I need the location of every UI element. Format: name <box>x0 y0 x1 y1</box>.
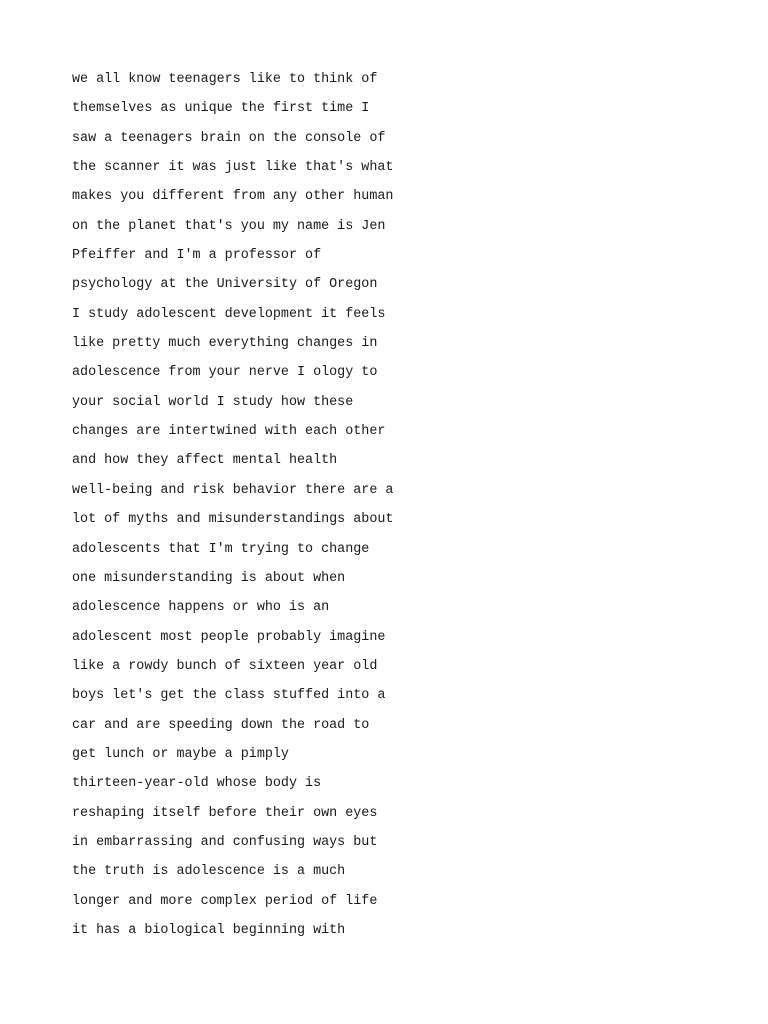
text-line: in embarrassing and confusing ways but <box>72 834 378 850</box>
text-line: car and are speeding down the road to <box>72 717 370 733</box>
text-line: Pfeiffer and I'm a professor of <box>72 248 322 264</box>
text-line: and how they affect mental health <box>72 453 338 469</box>
text-line: adolescence happens or who is an <box>72 600 330 616</box>
text-line: longer and more complex period of life <box>72 893 378 909</box>
text-line: adolescents that I'm trying to change <box>72 541 370 557</box>
text-line: adolescence from your nerve I ology to <box>72 365 378 381</box>
text-line: changes are intertwined with each other <box>72 424 386 440</box>
text-line: boys let's get the class stuffed into a <box>72 688 386 704</box>
text-line: it has a biological beginning with <box>72 922 346 938</box>
text-line: lot of myths and misunderstandings about <box>72 512 394 528</box>
text-line: reshaping itself before their own eyes <box>72 805 378 821</box>
text-line: adolescent most people probably imagine <box>72 629 386 645</box>
text-line: your social world I study how these <box>72 394 354 410</box>
text-line: well-being and risk behavior there are a <box>72 482 394 498</box>
transcript-text-block <box>72 65 712 945</box>
text-line: makes you different from any other human <box>72 189 394 205</box>
text-line: like pretty much everything changes in <box>72 336 378 352</box>
text-line: like a rowdy bunch of sixteen year old <box>72 658 378 674</box>
text-line: get lunch or maybe a pimply <box>72 746 289 762</box>
text-line: thirteen-year-old whose body is <box>72 776 322 792</box>
text-line: saw a teenagers brain on the console of <box>72 130 386 146</box>
text-line: one misunderstanding is about when <box>72 570 346 586</box>
text-line: psychology at the University of Oregon <box>72 277 378 293</box>
text-line: themselves as unique the first time I <box>72 101 370 117</box>
text-line: we all know teenagers like to think of <box>72 72 378 87</box>
text-line: the truth is adolescence is a much <box>72 864 346 880</box>
text-line: the scanner it was just like that's what <box>72 160 394 176</box>
text-line: on the planet that's you my name is Jen <box>72 218 386 234</box>
text-line: I study adolescent development it feels <box>72 306 386 322</box>
